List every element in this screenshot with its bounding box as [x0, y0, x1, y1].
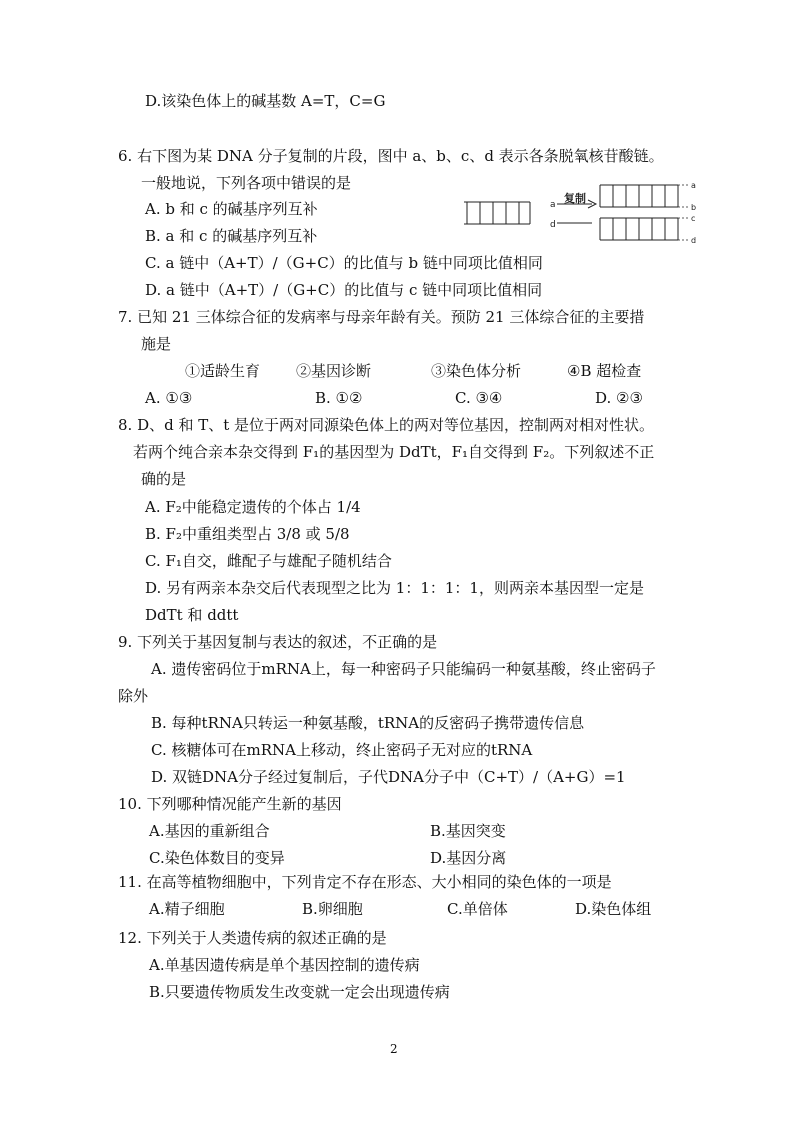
text-line-q6bb: B. a 和 c 的碱基序列互补 — [145, 227, 318, 245]
daughter-dna-top — [600, 185, 678, 207]
text-line-q7i4: ④B 超检查 — [567, 362, 642, 380]
replication-arrow-label: 复制 — [564, 192, 586, 205]
diagram-label-b-right: b — [691, 203, 697, 212]
text-line-q10c: C.染色体数目的变异 — [149, 849, 285, 867]
text-line-q7i3: ③染色体分析 — [431, 362, 522, 380]
text-line-q5d: D.该染色体上的碱基数 A=T，C=G — [145, 92, 386, 110]
text-line-q8bb: B. F₂中重组类型占 3/8 或 5/8 — [145, 525, 350, 543]
text-line-q9c: C. 核糖体可在mRNA上移动，终止密码子无对应的tRNA — [151, 741, 533, 759]
page-number: 2 — [390, 1042, 398, 1056]
text-line-q8a: A. F₂中能稳定遗传的个体占 1/4 — [145, 498, 361, 516]
text-line-q7: 7. 已知 21 三体综合征的发病率与母亲年龄有关。预防 21 三体综合征的主要措 — [118, 308, 645, 326]
text-line-q10a: A.基因的重新组合 — [149, 822, 270, 840]
diagram-label-a-left: a — [550, 200, 556, 210]
text-line-q12: 12. 下列关于人类遗传病的叙述正确的是 — [118, 929, 387, 947]
text-line-q11b: B.卵细胞 — [302, 900, 363, 918]
text-line-q6b: 一般地说，下列各项中错误的是 — [141, 174, 352, 192]
text-line-q12b: B.只要遗传物质发生改变就一定会出现遗传病 — [149, 983, 450, 1001]
diagram-label-d-right: d — [691, 236, 697, 245]
text-line-q9a2: 除外 — [118, 687, 149, 705]
text-line-q9a: A. 遗传密码位于mRNA上，每一种密码子只能编码一种氨基酸，终止密码子 — [151, 660, 656, 678]
diagram-label-d-left: d — [550, 220, 556, 230]
text-line-q11: 11. 在高等植物细胞中，下列肯定不存在形态、大小相同的染色体的一项是 — [118, 873, 612, 891]
text-line-q10: 10. 下列哪种情况能产生新的基因 — [118, 795, 342, 813]
text-line-q7bb: B. ①② — [315, 389, 363, 407]
text-line-q6d: D. a 链中（A+T）/（G+C）的比值与 c 链中同项比值相同 — [145, 281, 543, 299]
daughter-dna-bottom — [600, 218, 678, 240]
text-line-q8cc: C. F₁自交，雌配子与雄配子随机结合 — [145, 552, 392, 570]
text-line-q7b: 施是 — [141, 335, 172, 353]
text-line-q8: 8. D、d 和 T、t 是位于两对同源染色体上的两对等位基因，控制两对相对性状。 — [118, 416, 655, 434]
text-line-q9: 9. 下列关于基因复制与表达的叙述，不正确的是 — [118, 633, 438, 651]
text-line-q6: 6. 右下图为某 DNA 分子复制的片段，图中 a、b、c、d 表示各条脱氧核苷酸链。 — [118, 147, 664, 165]
text-line-q7a: A. ①③ — [145, 389, 193, 407]
text-line-q9d: D. 双链DNA分子经过复制后，子代DNA分子中（C+T）/（A+G）=1 — [151, 768, 626, 786]
text-line-q7i1: ①适龄生育 — [185, 362, 261, 380]
text-line-q7i2: ②基因诊断 — [296, 362, 372, 380]
dna-replication-diagram — [462, 180, 702, 250]
text-line-q8d2: DdTt 和 ddtt — [145, 606, 239, 624]
text-line-q11a: A.精子细胞 — [149, 900, 225, 918]
text-line-q9b: B. 每种tRNA只转运一种氨基酸，tRNA的反密码子携带遗传信息 — [151, 714, 585, 732]
text-line-q7d: D. ②③ — [595, 389, 643, 407]
text-line-q8b: 若两个纯合亲本杂交得到 F₁的基因型为 DdTt，F₁自交得到 F₂。下列叙述不正 — [133, 443, 655, 461]
text-line-q12a: A.单基因遗传病是单个基因控制的遗传病 — [149, 956, 420, 974]
text-line-q10b: B.基因突变 — [430, 822, 506, 840]
text-line-q8d: D. 另有两亲本杂交后代表现型之比为 1：1：1：1，则两亲本基因型一定是 — [145, 579, 644, 597]
text-line-q11c: C.单倍体 — [447, 900, 508, 918]
diagram-label-a-right: a — [691, 181, 696, 190]
text-line-q8c: 确的是 — [141, 470, 187, 488]
text-line-q10d: D.基因分离 — [430, 849, 507, 867]
text-line-q6c: C. a 链中（A+T）/（G+C）的比值与 b 链中同项比值相同 — [145, 254, 543, 272]
text-line-q7c: C. ③④ — [455, 389, 503, 407]
parent-dna-ladder — [464, 202, 530, 224]
text-line-q6a: A. b 和 c 的碱基序列互补 — [145, 200, 318, 218]
diagram-label-c-right: c — [691, 214, 696, 223]
text-line-q11d: D.染色体组 — [575, 900, 652, 918]
